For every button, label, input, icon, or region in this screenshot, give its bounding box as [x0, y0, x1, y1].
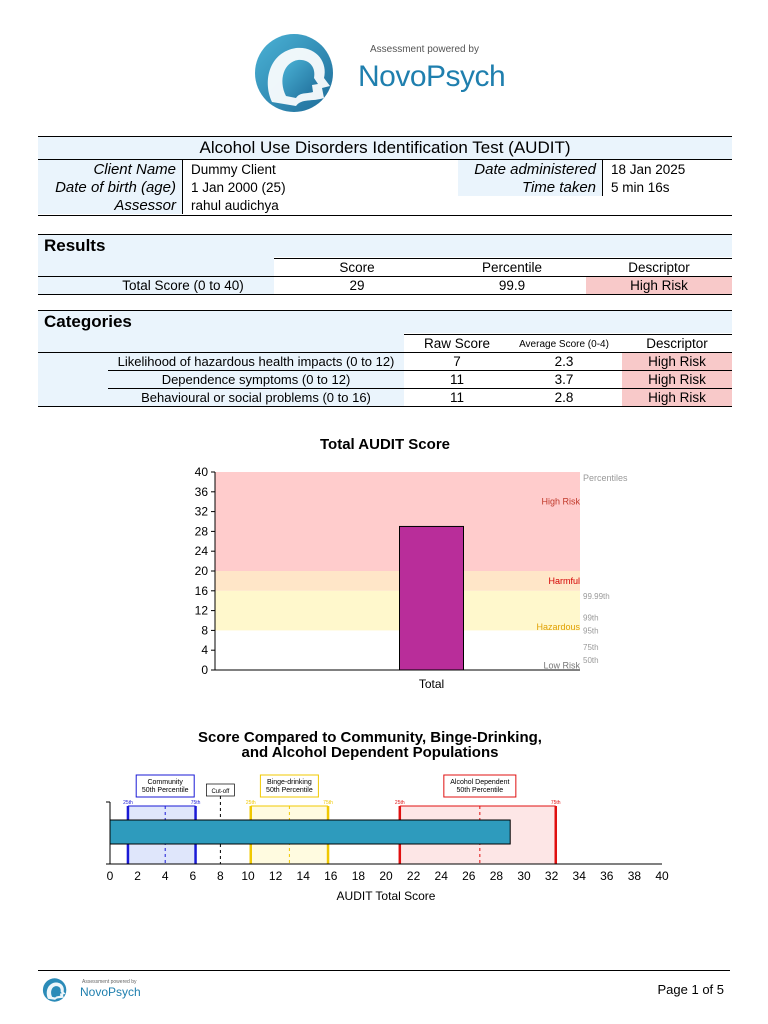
client-name-label: Client Name	[93, 161, 176, 178]
category-avg-score: 2.8	[554, 390, 574, 405]
x-tick-label: 4	[161, 869, 169, 883]
footer-logo-brand: NovoPsych	[80, 985, 141, 999]
categories-heading: Categories	[38, 311, 732, 333]
category-label: Behavioural or social problems (0 to 16)	[141, 390, 371, 405]
p25-label: 25th	[123, 800, 133, 806]
category-raw-score: 11	[449, 372, 464, 387]
population-name: Community	[147, 779, 183, 786]
x-tick-label: 8	[217, 869, 224, 883]
chart1-title: Total AUDIT Score	[319, 436, 450, 453]
y-tick-label: 16	[194, 583, 208, 598]
p25-label: 25th	[245, 800, 256, 806]
cutoff-label: Cut-off	[211, 789, 230, 795]
page-number: Page 1 of 5	[657, 982, 724, 997]
category-label: Likelihood of hazardous health impacts (0 to 12)	[117, 354, 395, 369]
p25-label: 25th	[394, 800, 405, 806]
chart2-title	[150, 730, 590, 760]
x-tick-label: 10	[241, 869, 255, 883]
y-tick-label: 36	[194, 484, 208, 499]
risk-band	[215, 591, 580, 631]
y-tick-label: 12	[194, 603, 208, 618]
percentile-label: 75th	[583, 643, 599, 653]
category-avg-score: 2.3	[554, 354, 574, 369]
band-label: Low Risk	[543, 660, 580, 671]
test-title: Alcohol Use Disorders Identification Test (AUDIT)	[38, 137, 732, 159]
x-tick-label: 0	[106, 869, 114, 883]
percentile-label: 99th	[583, 613, 599, 623]
x-tick-label: 40	[655, 869, 669, 883]
y-tick-label: 32	[194, 504, 208, 519]
y-tick-label: 8	[201, 623, 208, 638]
results-col-percentile: Percentile	[481, 260, 543, 275]
percentile-label: 50th	[583, 656, 599, 666]
x-tick-label: 38	[627, 869, 642, 883]
results-descriptor: High Risk	[630, 278, 688, 293]
results-col-score: Score	[339, 260, 375, 275]
risk-band	[215, 630, 580, 670]
dob-value: 1 Jan 2000 (25)	[191, 180, 286, 195]
logo-tagline: Assessment powered by	[370, 44, 479, 55]
y-tick-label: 40	[194, 465, 208, 479]
chart2-title-line2: and Alcohol Dependent Populations	[241, 744, 499, 761]
x-tick-label: 30	[517, 869, 531, 883]
category-label: Dependence symptoms (0 to 12)	[161, 372, 351, 387]
x-tick-label: 26	[462, 869, 476, 883]
score-bar	[110, 820, 510, 844]
y-tick-label: 24	[194, 544, 208, 559]
x-category-label: Total	[418, 677, 445, 691]
y-tick-label: 0	[201, 663, 208, 677]
y-tick-label: 28	[194, 524, 208, 539]
risk-band	[215, 472, 580, 571]
head-silhouette-icon	[252, 32, 352, 114]
novopsych-logo	[252, 32, 510, 114]
population-percentile-label: 50th Percentile	[266, 787, 313, 794]
chart2-title-line1: Score Compared to Community, Binge-Drinking,	[198, 729, 542, 746]
percentiles-header: Percentiles	[583, 472, 628, 483]
client-info-header	[38, 136, 732, 216]
categories-col-raw: Raw Score	[423, 336, 491, 351]
categories-col-descriptor: Descriptor	[646, 336, 708, 351]
x-tick-label: 32	[544, 869, 559, 883]
population-percentile-label: 50th Percentile	[456, 787, 504, 794]
date-administered-value: 18 Jan 2025	[611, 162, 686, 177]
category-descriptor: High Risk	[648, 390, 706, 405]
x-axis-label: AUDIT Total Score	[336, 889, 436, 903]
footer-logo-tagline: Assessment powered by	[82, 979, 137, 985]
p75-label: 75th	[190, 800, 201, 806]
results-row-label: Total Score (0 to 40)	[122, 278, 244, 293]
total-score-bar	[400, 526, 464, 670]
time-taken-label: Time taken	[521, 179, 596, 196]
risk-band	[215, 571, 580, 591]
time-taken-value: 5 min 16s	[611, 180, 670, 195]
x-tick-label: 36	[600, 869, 614, 883]
x-tick-label: 22	[406, 869, 421, 883]
y-tick-label: 20	[194, 564, 208, 578]
category-avg-score: 3.7	[554, 372, 574, 387]
date-administered-label: Date administered	[474, 161, 596, 178]
logo-brand: NovoPsych	[358, 60, 506, 93]
category-raw-score: 7	[453, 354, 461, 369]
x-tick-label: 12	[268, 869, 283, 883]
y-tick-label: 4	[201, 643, 208, 658]
category-descriptor: High Risk	[648, 354, 706, 369]
results-col-descriptor: Descriptor	[628, 260, 690, 275]
categories-col-avg: Average Score (0-4)	[519, 339, 609, 350]
population-name: Binge-drinking	[267, 779, 312, 786]
category-descriptor: High Risk	[648, 372, 706, 387]
x-tick-label: 28	[489, 869, 504, 883]
footer-logo	[42, 975, 142, 1007]
band-label: High Risk	[541, 496, 580, 507]
results-heading: Results	[38, 235, 732, 257]
band-label: Hazardous	[536, 621, 580, 632]
total-audit-score-chart	[180, 462, 640, 694]
band-label: Harmful	[548, 575, 580, 586]
results-percentile: 99.9	[498, 278, 526, 293]
dob-label: Date of birth (age)	[55, 179, 176, 196]
assessor-value: rahul audichya	[191, 198, 279, 213]
category-raw-score: 11	[449, 390, 464, 405]
p75-label: 75th	[550, 800, 561, 806]
results-total-score: 29	[349, 278, 365, 293]
x-tick-label: 24	[434, 869, 448, 883]
footer-head-icon	[42, 975, 72, 1005]
x-tick-label: 2	[134, 869, 141, 883]
p75-label: 75th	[323, 800, 333, 806]
population-name: Alcohol Dependent	[450, 779, 510, 786]
percentile-label: 99.99th	[583, 591, 610, 601]
x-tick-label: 20	[379, 869, 393, 883]
x-tick-label: 14	[296, 869, 310, 883]
client-name-value: Dummy Client	[191, 162, 276, 177]
x-tick-label: 18	[351, 869, 366, 883]
assessor-label: Assessor	[114, 197, 176, 214]
x-tick-label: 16	[324, 869, 338, 883]
x-tick-label: 34	[572, 869, 586, 883]
x-tick-label: 6	[189, 869, 197, 883]
population-percentile-label: 50th Percentile	[141, 787, 189, 794]
percentile-label: 95th	[583, 626, 599, 636]
population-comparison-chart	[90, 770, 690, 910]
